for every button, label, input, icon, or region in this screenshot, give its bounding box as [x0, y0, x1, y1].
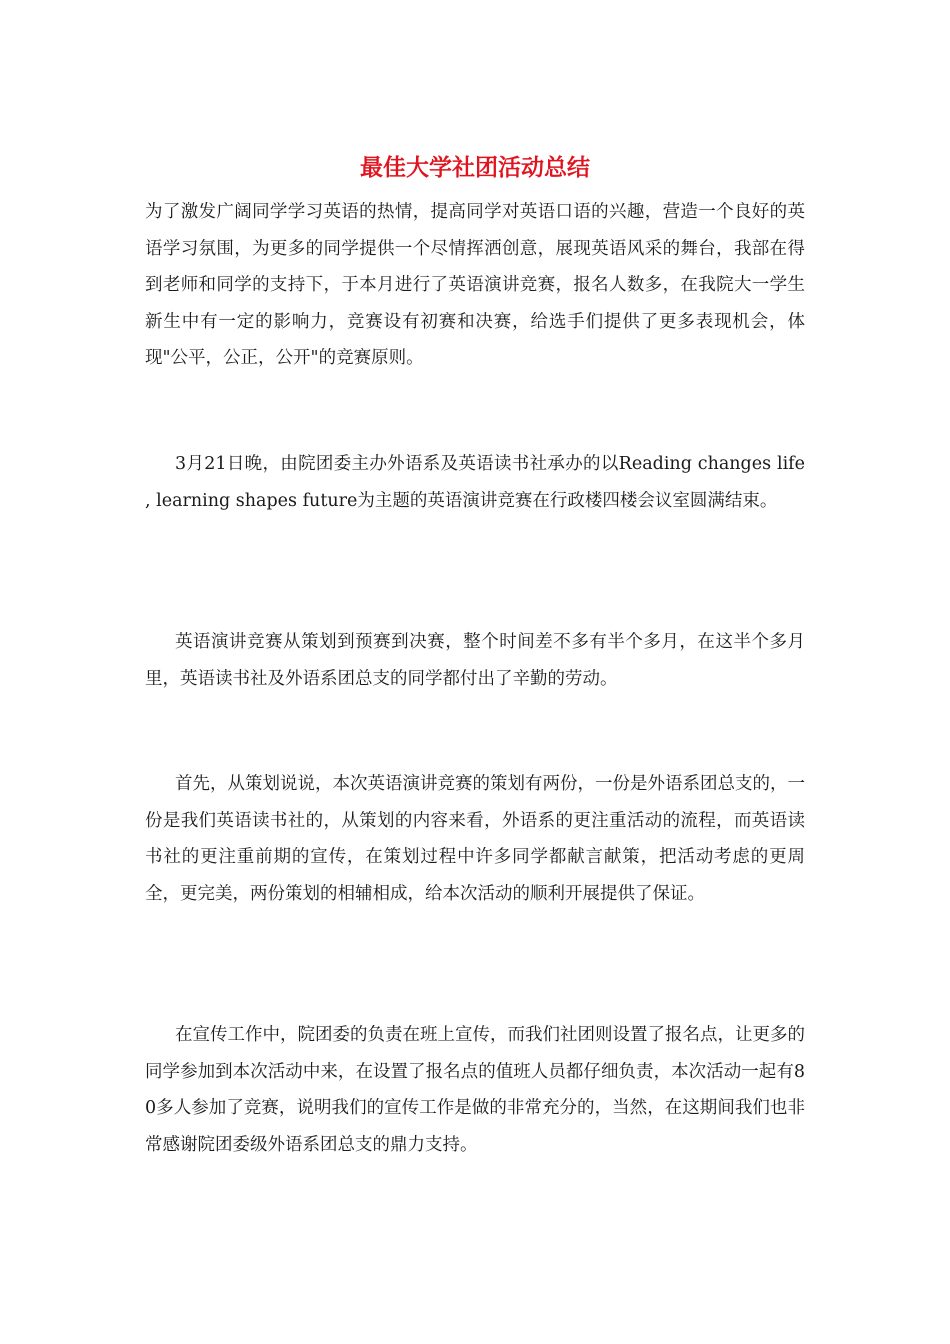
paragraph-intro: 为了激发广阔同学学习英语的热情，提高同学对英语口语的兴趣，营造一个良好的英语学习氛围，为更多的同学提供一个尽情挥洒创意，展现英语风采的舞台，我部在得到老师和同学的支持下，于本月进行了英语演讲竞赛，报名人数多，在我院大一学生新生中有一定的影响力，竞赛设有初赛和决赛，给选手们提供了更多表现机会，体现"公平，公正，公开"的竞赛原则。 — [145, 202, 805, 368]
paragraph-timeline: 英语演讲竞赛从策划到预赛到决赛，整个时间差不多有半个多月，在这半个多月里，英语读书社及外语系团总支的同学都付出了辛勤的劳动。 — [145, 632, 805, 689]
document-title: 最佳大学社团活动总结 — [360, 155, 590, 181]
paragraph-event-date: 3月21日晚，由院团委主办外语系及英语读书社承办的以Reading changes life , learning shapes future为主题的英语演讲竞赛在行政楼四楼会议室圆满结束。 — [145, 454, 805, 511]
paragraph-planning: 首先，从策划说说，本次英语演讲竞赛的策划有两份，一份是外语系团总支的，一份是我们英语读书社的，从策划的内容来看，外语系的更注重活动的流程，而英语读书社的更注重前期的宣传，在策划过程中许多同学都献言献策，把活动考虑的更周全，更完美，两份策划的相辅相成，给本次活动的顺利开展提供了保证。 — [145, 774, 805, 904]
paragraph-promotion: 在宣传工作中，院团委的负责在班上宣传，而我们社团则设置了报名点，让更多的同学参加到本次活动中来，在设置了报名点的值班人员都仔细负责，本次活动一起有80多人参加了竞赛，说明我们的宣传工作是做的非常充分的，当然，在这期间我们也非常感谢院团委级外语系团总支的鼎力支持。 — [145, 1025, 805, 1155]
